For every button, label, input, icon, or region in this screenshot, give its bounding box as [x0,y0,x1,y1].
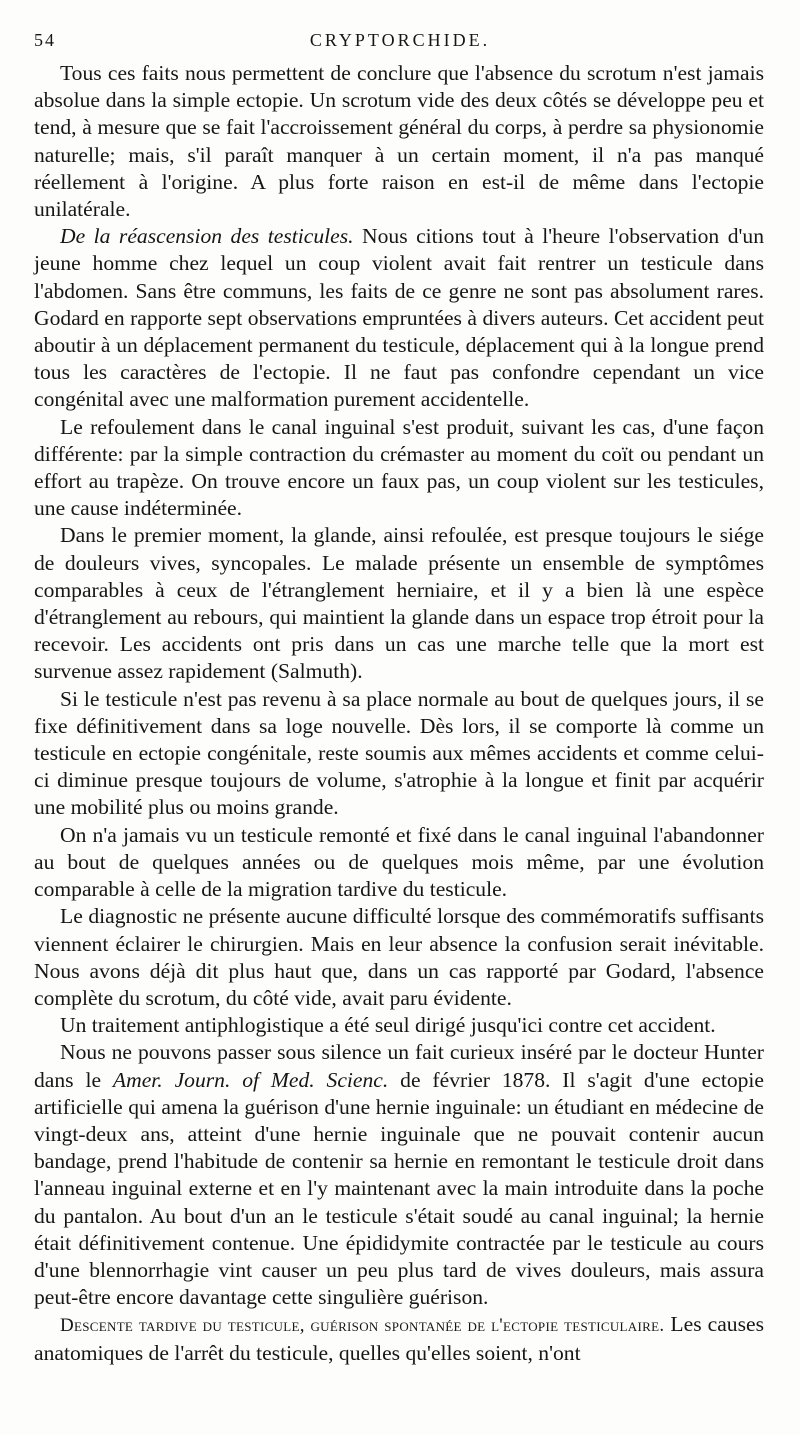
page-number: 54 [34,30,56,50]
section-title-reascension: De la réascension des testicules. [60,224,354,249]
paragraph-8: Un traitement antiphlogistique a été seul dirigé jusqu'ici contre cet accident. [60,1013,716,1038]
paragraph-9-text-b: de février 1878. Il s'agit d'une ectopie artificielle qui amena la guérison d'une hernie inguinale: un étudiant en médecine de vingt-deux ans, atteint d'une hernie inguinale que ne pouvait contenir aucun bandage, prend l'habitude de contenir sa hernie en remontant le testicule droit dans l'anneau inguinal externe et en l'y maintenant avec la main introduite dans la poche du pantalon. Au bout d'un an le testicule s'était soudé au canal inguinal; la hernie était définitivement contenue. Une épididymite contractée par le testicule au cours d'une blennorrhagie vint causer un peu plus tard de vives douleurs, mais assura peut-être encore davantage cette singulière guérison. [34,1067,764,1310]
section-title-descente: Descente tardive du testicule, guérison spontanée de l'ectopie testiculaire. [60,1315,665,1337]
paragraph-7: Le diagnostic ne présente aucune difficulté lorsque des commémoratifs suffisants viennent éclairer le chirurgien. Mais en leur absence la confusion serait inévitable. Nous avons déjà dit plus haut que, dans un cas rapporté par Godard, l'absence complète du scrotum, du côté vide, avait paru évidente. [34,904,764,1010]
paragraph-10-text: Les causes anatomiques de l'arrêt du testicule, quelles qu'elles soient, n'ont [34,1312,764,1365]
paragraph-2 [34,223,764,413]
paragraph-1: Tous ces faits nous permettent de conclure que l'absence du scrotum n'est jamais absolue dans la simple ectopie. Un scrotum vide des deux côtés se développe peu et tend, à mesure que se fait l'accroissement général du corps, à perdre sa physionomie naturelle; mais, s'il paraît manquer à un certain moment, il n'a pas manqué réellement à l'origine. A plus forte raison en est-il de même dans l'ectopie unilatérale. [34,61,764,222]
paragraph-4: Dans le premier moment, la glande, ainsi refoulée, est presque toujours le siége de douleurs vives, syncopales. Le malade présente un ensemble de symptômes comparables à ceux de l'étranglement herniaire, et il y a bien là une espèce d'étranglement au rebours, qui maintient la glande dans un espace trop étroit pour la recevoir. Les accidents ont pris dans un cas une marche telle que la mort est survenue assez rapidement (Salmuth). [34,523,764,684]
paragraph-9-text-a: Nous ne pouvons passer sous silence un fait curieux inséré par le docteur Hunter dans le [34,1040,764,1092]
paragraph-10 [34,1311,764,1366]
paragraph-2-text: Nous citions tout à l'heure l'observation d'un jeune homme chez lequel un coup violent avait fait rentrer un testicule dans l'abdomen. Sans être communs, les faits de ce genre ne sont pas absolument rares. Godard en rapporte sept observations empruntées à divers auteurs. Cet accident peut aboutir à un déplacement permanent du testicule, déplacement qui à la longue prend tous les caractères de l'ectopie. Il ne faut pas confondre cependant un vice congénital avec une malformation purement accidentelle. [34,224,764,412]
running-title: CRYPTORCHIDE. [309,30,491,50]
paragraph-5: Si le testicule n'est pas revenu à sa place normale au bout de quelques jours, il se fixe définitivement dans sa loge nouvelle. Dès lors, il se comporte là comme un testicule en ectopie congénitale, reste soumis aux mêmes accidents et comme celui-ci diminue presque toujours de volume, s'atrophie à la longue et finit par acquérir une mobilité plus ou moins grande. [34,686,764,820]
paragraph-6: On n'a jamais vu un testicule remonté et fixé dans le canal inguinal l'abandonner au bout de quelques années ou de quelques mois même, par une évolution comparable à celle de la migration tardive du testicule. [34,822,764,902]
page-body [34,60,764,1367]
page-header [34,30,766,56]
journal-citation: Amer. Journ. of Med. Scienc. [112,1067,389,1092]
paragraph-3: Le refoulement dans le canal inguinal s'est produit, suivant les cas, d'une façon différente: par la simple contraction du crémaster au moment du coït ou pendant un effort au trapèze. On trouve encore un faux pas, un coup violent sur les testicules, une cause indéterminée. [34,414,764,521]
paragraph-9 [34,1039,764,1311]
